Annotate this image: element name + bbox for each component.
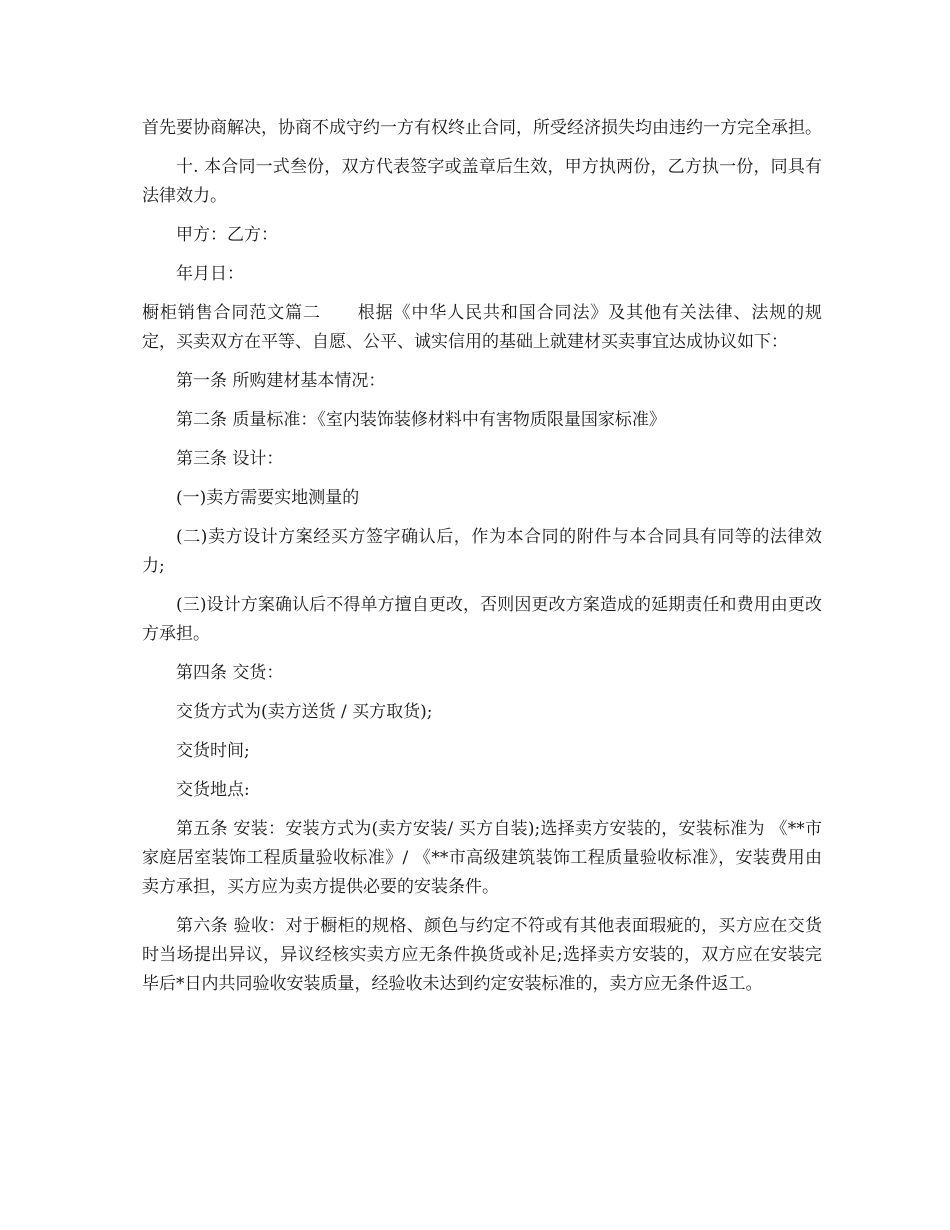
article-two: 第二条 质量标准：《室内装饰装修材料中有害物质限量国家标准》 — [176, 410, 666, 430]
design-item-two: (二)卖方设计方案经买方签字确认后，作为本合同的附件与本合同具有同等的法律效力; — [142, 527, 822, 576]
document-body — [142, 114, 822, 1009]
article-three: 第三条 设计： — [176, 449, 284, 469]
article-one: 第一条 所购建材基本情况： — [176, 371, 386, 391]
delivery-method: 交货方式为(卖方送货 / 买方取货); — [176, 702, 433, 722]
intro-text: 根据《中华人民共和国合同法》及其他有关法律、法规的规定，买卖双方在平等、自愿、公平、诚实信用的基础上就建材买卖事宜达成协议如下： — [142, 303, 823, 352]
paragraph-clause-ten: 十. 本合同一式叁份，双方代表签字或盖章后生效，甲方执两份，乙方执一份，同具有法律效力。 — [142, 157, 822, 206]
article-four: 第四条 交货： — [176, 663, 284, 683]
paragraph-second-contract-intro — [142, 299, 822, 357]
paragraph-date: 年月日： — [176, 264, 244, 284]
paragraph-continuation: 首先要协商解决，协商不成守约一方有权终止合同，所受经济损失均由违约一方完全承担。 — [142, 118, 822, 138]
delivery-time: 交货时间; — [176, 741, 250, 761]
section-title: 橱柜销售合同范文篇二 — [142, 303, 321, 323]
delivery-location: 交货地点: — [176, 780, 250, 800]
article-six: 第六条 验收：对于橱柜的规格、颜色与约定不符或有其他表面瑕疵的，买方应在交货时当场提出异议，异议经核实卖方应无条件换货或补足;选择卖方安装的，双方应在安装完毕后*日内共同验收安装质量，经验收未达到约定安装标准的，卖方应无条件返工。 — [142, 916, 822, 994]
article-five: 第五条 安装：安装方式为(卖方安装/ 买方自装);选择卖方安装的，安装标准为 《**市家庭居室装饰工程质量验收标准》/ 《**市高级建筑装饰工程质量验收标准》，安装费用由卖方承担，买方应为卖方提供必要的安装条件。 — [142, 819, 822, 897]
design-item-one: (一)卖方需要实地测量的 — [176, 488, 360, 508]
paragraph-parties: 甲方：乙方： — [176, 225, 278, 245]
design-item-three: (三)设计方案确认后不得单方擅自更改，否则因更改方案造成的延期责任和费用由更改方承担。 — [142, 595, 822, 644]
